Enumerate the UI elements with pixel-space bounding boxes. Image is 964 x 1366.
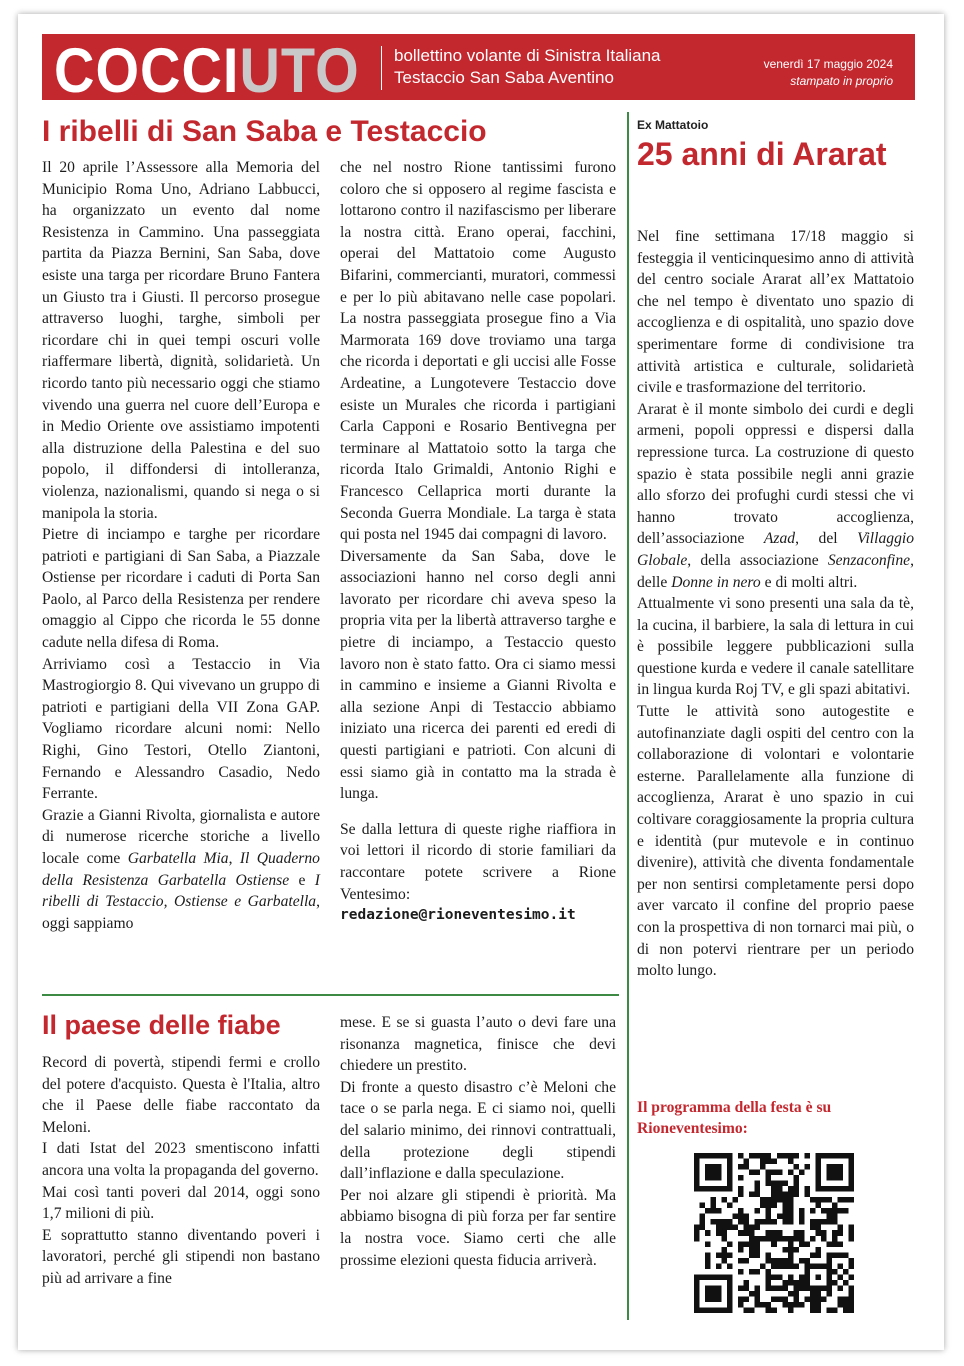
article-title-ribelli: I ribelli di San Saba e Testaccio — [42, 115, 487, 148]
program-note: Il programma della festa è su Rioneventesimo: — [637, 1099, 832, 1137]
qr-code-icon[interactable] — [694, 1153, 854, 1313]
article1-column1: Il 20 aprile l’Assessore alla Memoria del Municipio Roma Uno, Adriano Labbucci, ha organizzato un evento dal nome Resistenza in Cammino. Una passeggiata partita da Piazza Bernini, San Saba, dove esiste una targa per ricordare Bruno Fantera un Giusto tra i Giusti. Il percorso prosegue attraverso luoghi, targhe, simboli per ricordare chi in quei tempi oscuri volle riaffermare libertà, dignità, solidarietà. Un ricordo tanto più necessario oggi che stiamo vivendo una guerra nel cuore dell’Europa e in Medio Oriente ove assistiamo impotenti alla distruzione della Palestina e del suo popolo, il diffondersi di intolleranza, violenza, nazionalismi, quando si nega o si manipola la storia. Pietre di inciampo e targhe per ricordare patrioti e partigiani di San Saba, a Piazzale Ostiense per ricordare i caduti di Porta San Paolo, al Parco della Resistenza per rendere omaggio al Cippo che ricorda le 55 donne cadute nella difesa di Roma. Arriviamo così a Testaccio in Via Mastrogiorgio 8. Qui vivevano un gruppo di patrioti e partigiani della VII Zona GAP. Vogliamo ricordare alcuni nomi: Nello Righi, Gino Testori, Otello Ziantoni, Fernando e Alessandro Casadio, Nedo Ferrante. Grazie a Gianni Rivolta, giornalista e autore di numerose ricerche storiche a livello locale come Garbatella Mia, Il Quaderno della Resistenza Garbatella Ostiense e I ribelli di Testaccio, Ostiense e Garbatella, oggi sappiamo — [42, 159, 320, 932]
masthead-divider — [381, 46, 382, 90]
article-title-fiabe: Il paese delle fiabe — [42, 1010, 281, 1040]
article2-column: Nel fine settimana 17/18 maggio si festeggia il venticinquesimo anno di attività del centro sociale Ararat all’ex Mattatoio che nel tempo è diventato uno spazio di accoglienza e di ospitalità, uno spazio dove sperimentare forme di condivisione tra attività artistica e culturale, solidarietà civile e trasformazione del territorio. Ararat è il monte simbolo dei curdi e degli armeni, popoli oppressi e dispersi dalla repressione turca. La costruzione di questo spazio è stata possibile negli anni grazie allo sforzo dei profughi curdi stessi che vi hanno trovato accoglienza, dell’associazione Azad, del Villaggio Globale, della associazione Senzaconfine, delle Donne in nero e di molti altri. Attualmente vi sono presenti una sala da tè, la cucina, il barbiere, la sala di lettura in cui è possibile leggere pubblicazioni sulla questione kurda e vedere il canale satellitare in lingua kurda Roj TV, e gli spazi abitativi. Tutte le attività sono autogestite e autofinanziate dagli ospiti del centro con la collaborazione di volontari e volontarie esterne. Parallelamente alla funzione di accoglienza, Ararat è uno spazio in cui coltivare coraggiosamente la propria cultura e identità (pur mutevole e in continuo divenire), attività che diventa fondamentale per non sentirsi completamente persi dopo aver varcato il confine del proprio paese con la prospettiva di non tornarci mai più, o di non potervi rientrare per un periodo molto lungo. — [637, 228, 914, 980]
article2-kicker: Ex Mattatoio — [637, 118, 709, 132]
printed-note: stampato in proprio — [790, 74, 893, 88]
article3-column1: Record di povertà, stipendi fermi e crollo del potere d'acquisto. Questa è l'Italia, altro che il Paese delle fiabe raccontato da Meloni. I dati Istat del 2023 smentiscono infatti ancora una volta la propaganda del governo. Mai così tanti poveri dal 2014, oggi sono 1,7 milioni di più. E soprattutto stanno diventando poveri i lavoratori, perché gli stipendi non bastano più ad arrivare a fine — [42, 1054, 320, 1287]
logo: COCCIUTO — [54, 34, 360, 106]
email-link[interactable]: redazione@rioneventesimo.it — [340, 907, 576, 924]
masthead — [42, 34, 915, 106]
horizontal-divider — [42, 994, 619, 996]
vertical-divider — [627, 112, 629, 1320]
masthead-date: venerdì 17 maggio 2024 stampato in proprio — [673, 56, 893, 90]
article-title-ararat: 25 anni di Ararat — [637, 136, 887, 172]
article1-column2: che nel nostro Rione tantissimi furono coloro che si opposero al regime fascista e lottarono contro il nazifascismo per liberare la nostra città. Erano operai, facchini, operai del Mattatoio come Augusto Bifarini, commercianti, muratori, commessi e per lo più abitavano nelle case popolari. La nostra passeggiata prosegue fino a Via Marmorata 169 dove troviamo una targa che ricorda i deportati e gli uccisi alle Fosse Ardeatine, a Lungotevere Testaccio dove esiste un Murales che ricorda i partigiani Carla Capponi e Rosario Bentivegna per terminare al Mattatoio sotto la targa che ricorda Italo Grimaldi, Antonio Righi e Francesco Cellaprica morti durante la Seconda Guerra Mondiale. La targa è stata qui posta nel 1945 dai compagni di lavoro. Diversamente da San Saba, dove le associazioni hanno nel corso degli anni lavorato per ricordare chi aveva speso la propria vita per la libertà attraverso targhe e pietre di inciampo, a Testaccio questo lavoro non è stato fatto. Ora ci siamo messi in cammino e insieme a Gianni Rivolta e alla sezione Anpi di Testaccio abbiamo iniziato una ricerca dei parenti ed eredi di questi partigiani e patrioti. Con alcuni di essi siamo già in contatto ma la strada è lunga. Se dalla lettura di queste righe riaffiora in voi lettori il ricordo di storie familiari da raccontare potete scrivere a Rione Ventesimo: redazione@rioneventesimo.it — [340, 157, 616, 927]
article3-column2: mese. E se si guasta l’auto o devi fare una risonanza magnetica, finisce che devi chiedere un prestito. Di fronte a questo disastro c’è Meloni che tace o se parla nega. E ci siamo noi, quelli del salario minimo, dei rinnovi contrattuali, della protezione degli stipendi dall’inflazione e dalla speculazione. Per noi alzare gli stipendi è priorità. Ma abbiamo bisogna di più forza per far sentire la nostra voce. Siamo certi che alle prossime elezioni questa fiducia arriverà. — [340, 1014, 616, 1269]
masthead-subtitle: bollettino volante di Sinistra Italiana Testaccio San Saba Aventino — [394, 46, 661, 87]
